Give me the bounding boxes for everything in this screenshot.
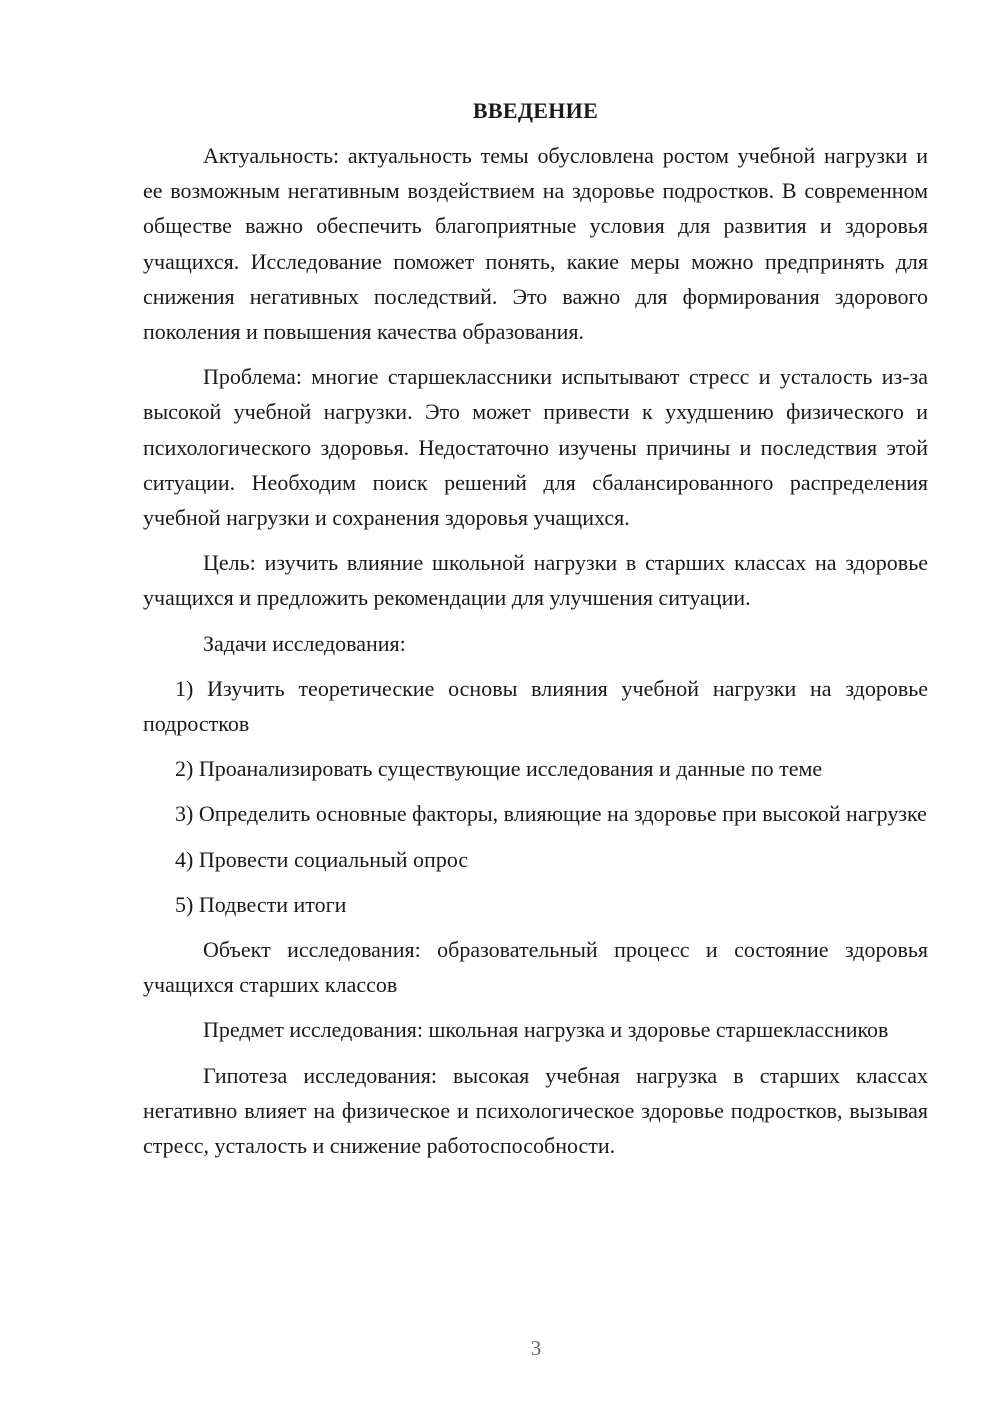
- tasks-heading: Задачи исследования:: [203, 630, 406, 656]
- task-item-4: 4) Провести социальный опрос: [175, 846, 469, 872]
- paragraph-relevance: Актуальность: актуальность темы обусловлена ростом учебной нагрузки и ее возможным негативным воздействием на здоровье подростков. В современном обществе важно обеспечить благоприятные условия для развития и здоровья учащихся. Исследование поможет понять, какие меры можно предпринять для снижения негативных последствий. Это важно для формирования здорового поколения и повышения качества образования.: [143, 143, 928, 345]
- paragraph-object: Объект исследования: образовательный процесс и состояние здоровья учащихся старших классов: [143, 937, 928, 998]
- page-content: [143, 96, 928, 1173]
- paragraph-subject: Предмет исследования: школьная нагрузка и здоровье старшеклассников: [203, 1017, 889, 1043]
- task-item-3: 3) Определить основные факторы, влияющие на здоровье при высокой нагрузке: [175, 801, 927, 827]
- task-item-2: 2) Проанализировать существующие исследования и данные по теме: [175, 756, 823, 782]
- paragraph-problem: Проблема: многие старшеклассники испытывают стресс и усталость из-за высокой учебной нагрузки. Это может привести к ухудшению физического и психологического здоровья. Недостаточно изучены причины и последствия этой ситуации. Необходим поиск решений для сбалансированного распределения учебной нагрузки и сохранения здоровья учащихся.: [143, 364, 928, 531]
- page-number: 3: [530, 1336, 542, 1360]
- task-item-1: 1) Изучить теоретические основы влияния учебной нагрузки на здоровье подростков: [143, 675, 928, 737]
- task-item-5: 5) Подвести итоги: [175, 891, 347, 917]
- paragraph-goal: Цель: изучить влияние школьной нагрузки в старших классах на здоровье учащихся и предложить рекомендации для улучшения ситуации.: [143, 550, 928, 611]
- page-title: ВВЕДЕНИЕ: [472, 98, 599, 123]
- paragraph-hypothesis: Гипотеза исследования: высокая учебная нагрузка в старших классах негативно влияет на физическое и психологическое здоровье подростков, вызывая стресс, усталость и снижение работоспособности.: [143, 1062, 928, 1159]
